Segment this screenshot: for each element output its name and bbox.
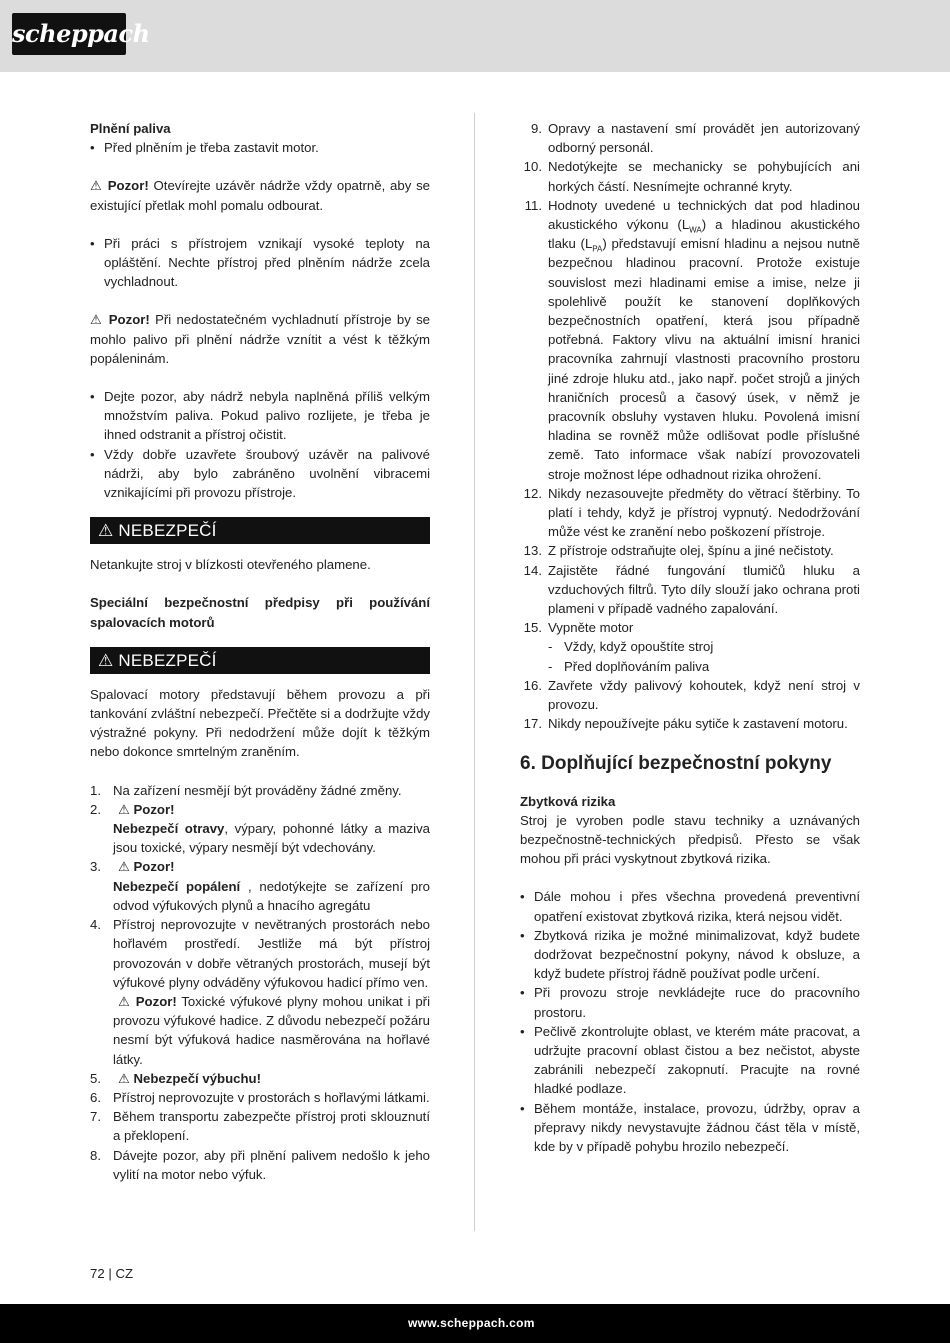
item-text: Přístroj neprovozujte v prostorách s hořlavými látkami. <box>113 1089 430 1105</box>
item-number: 7. <box>90 1109 101 1125</box>
item-body: ) a hladinou akustického tlaku (L <box>548 217 860 252</box>
special-heading: Speciální bezpečnostní předpisy při používání spalovacích motorů <box>90 595 430 630</box>
list-item <box>90 857 430 915</box>
item-body: Přístroj neprovozujte v nevětraných prostorách nebo hořlavém prostředí. Jestliže má být přístroj provozován v dobře větraných prostorách, musejí být výfukové plyny odváděny výfukovou hadicí přímo ven. <box>113 917 430 990</box>
item-text: Dávejte pozor, aby při plnění palivem nedošlo k jeho vylití na motor nebo výfuk. <box>113 1147 430 1182</box>
item-text: Nikdy nezasouvejte předměty do větrací štěrbiny. To platí i tehdy, když je přístroj vypnutý. Nedodržování může vést ke zranění nebo poškození přístroje. <box>548 485 860 540</box>
sub-item-text: Vždy, když opouštíte stroj <box>564 639 714 655</box>
item-bold: Nebezpečí otravy <box>113 821 225 837</box>
warning-label: ⚠ Pozor! <box>118 859 175 875</box>
warning-text: Při nedostatečném vychladnutí přístroje by se mohlo palivo při plnění nádrže vznítit a vést k těžkým popáleninám. <box>90 312 430 366</box>
warning-label: ⚠ Pozor! <box>118 993 177 1009</box>
brand-logo: scheppach <box>12 13 126 55</box>
item-number: 3. <box>90 859 101 875</box>
right-column <box>520 119 860 1156</box>
page-separator: | <box>108 1266 112 1281</box>
warning-icon: ⚠ <box>98 521 114 541</box>
item-text <box>113 800 430 858</box>
list-item <box>90 800 430 858</box>
warning-label: Pozor! <box>107 178 149 194</box>
item-number: 11. <box>524 197 542 213</box>
subscript: WA <box>689 225 702 235</box>
danger-banner-label: NEBEZPEČÍ <box>118 650 217 670</box>
list-item <box>520 484 860 542</box>
left-column <box>90 119 430 1184</box>
fuel-heading: Plnění paliva <box>90 121 171 136</box>
item-text: Nikdy nepoužívejte páku sytiče k zastavení motoru. <box>548 716 848 732</box>
list-item: • Před plněním je třeba zastavit motor. <box>90 138 430 157</box>
item-number: 6. <box>90 1089 101 1105</box>
warning-label: ⚠ Pozor! <box>118 801 175 817</box>
danger-banner <box>90 517 430 544</box>
page-number <box>90 1264 133 1283</box>
list-item: • Pečlivě zkontrolujte oblast, ve kterém máte pracovat, a udržujte pracovní oblast čistou a bez nečistot, abyste zabránili nebezpečí zakopnutí. Pracujte na rovné hladké podlaze. <box>520 1022 860 1099</box>
warning-icon: ⚠ <box>98 650 114 670</box>
item-number: 1. <box>90 782 101 798</box>
item-text <box>113 857 430 915</box>
list-item <box>90 1069 430 1088</box>
warning-label: Pozor! <box>108 312 150 328</box>
item-number: 2. <box>90 801 101 817</box>
warning-text: Otevírejte uzávěr nádrže vždy opatrně, aby se existující přetlak mohl pomalu odbourat. <box>90 178 430 213</box>
sub-dash: - <box>548 639 553 655</box>
item-body: , výpary, pohonné látky a maziva jsou toxické, výpary nesmějí být vdechovány. <box>113 821 430 856</box>
list-item <box>520 119 860 157</box>
section-title: 6. Doplňující bezpečnostní pokyny <box>520 752 832 774</box>
item-number: 12. <box>523 485 542 501</box>
item-text: ⚠ Nebezpečí výbuchu! <box>118 1070 261 1086</box>
item-text: Opravy a nastavení smí provádět jen autorizovaný odborný personál. <box>548 121 860 156</box>
item-number: 9. <box>531 121 542 136</box>
item-text: Během transportu zabezpečte přístroj proti sklouznutí a překlopení. <box>113 1109 430 1144</box>
list-item <box>90 1146 430 1184</box>
list-item <box>520 561 860 619</box>
warning-icon: ⚠ <box>90 312 104 328</box>
sub-item-text: Před doplňováním paliva <box>564 658 710 674</box>
item-text: Z přístroje odstraňujte olej, špínu a jiné nečistoty. <box>548 543 834 559</box>
item-bold: Nebezpečí popálení <box>113 878 241 894</box>
column-divider <box>474 113 475 1231</box>
sub-dash: - <box>548 658 553 674</box>
list-item: • Dejte pozor, aby nádrž nebyla naplněná příliš velkým množstvím paliva. Pokud palivo rozlijete, je třeba je ihned odstranit a přístroj očistit. <box>90 387 430 445</box>
list-item <box>520 196 860 484</box>
residual-heading: Zbytková rizika <box>520 793 616 809</box>
item-text: Nedotýkejte se mechanicky se pohybujících ani horkých částí. Nesnímejte ochranné kryty. <box>548 159 860 194</box>
item-body: Hodnoty uvedené u technických dat pod hladinou akustického výkonu (L <box>548 197 860 233</box>
list-item <box>520 541 860 560</box>
subscript: PA <box>592 244 603 254</box>
list-item <box>90 915 430 1069</box>
page-header <box>0 0 950 72</box>
item-number: 15. <box>523 620 542 636</box>
list-item: • Zbytková rizika je možné minimalizovat, když budete dodržovat bezpečnostní pokyny, návod k obsluze, a když budete přístroj řádně používat podle určení. <box>520 926 860 984</box>
sub-item <box>548 637 860 656</box>
list-item <box>90 781 430 800</box>
list-item <box>520 676 860 714</box>
list-item: • Během montáže, instalace, provozu, údržby, oprav a přepravy nikdy nevystavujte žádnou část těla v místě, kde by v případě pohybu hrozilo nebezpečí. <box>520 1099 860 1157</box>
item-text <box>548 618 860 676</box>
language-code: CZ <box>115 1266 134 1281</box>
list-item: • Dále mohou i přes všechna provedená preventivní opatření existovat zbytková rizika, která nejsou vidět. <box>520 887 860 925</box>
warning-paragraph <box>90 310 430 368</box>
danger-banner <box>90 647 430 674</box>
danger-text: Spalovací motory představují během provozu a při tankování zvláštní nebezpečí. Přečtěte si a dodržujte vždy výstražné pokyny. Při nedodržení může dojít k těžkým nebo dokonce smrtelným zraněním. <box>90 686 430 760</box>
sub-item <box>548 657 860 676</box>
item-body: ) představují emisní hladinu a nejsou nutně bezpečnou hladinou pracovní. Protože existuje souvislost mezi hladinami emise a imise, nelze ji spolehlivě použít ke stanovení doplňkových bezpečnostních opatření, která jsou případně potřebná. Faktory vlivu na aktuální imisní hranici pracovníka zahrnují vlastnosti pracovního prostoru jiné zdroje hluku atd., jako např. počet strojů a jiných hraničních procesů a časový úsek, v němž je pracovník obsluhy vystaven hluku. Povolená imisní hladina se rovněž může odlišovat podle příslušné země. Tato informace však nabízí provozovateli stroje možnost lépe odhadnout rizika ohrožení. <box>548 236 860 482</box>
item-text: Zajistěte řádné fungování tlumičů hluku a vzduchových filtrů. Tyto díly slouží jako ochrana proti plameni v případě vadného zapalování. <box>548 562 860 617</box>
page-number-value: 72 <box>90 1266 105 1281</box>
item-body: Toxické výfukové plyny mohou unikat i při provozu výfukové hadice. Z důvodu nebezpečí požáru nesmí být výfuková hadice nasměrována na hořlavé látky. <box>113 993 430 1067</box>
item-number: 16. <box>523 677 542 693</box>
list-item <box>90 1107 430 1145</box>
item-number: 13. <box>523 543 542 559</box>
item-text <box>113 915 430 1069</box>
item-text <box>548 196 860 484</box>
list-item: • Vždy dobře uzavřete šroubový uzávěr na palivové nádrži, aby bylo zabráněno uvolnění vibracemi vznikajícími při provozu přístroje. <box>90 445 430 503</box>
warning-icon: ⚠ <box>90 178 103 194</box>
list-item <box>520 714 860 733</box>
list-item <box>90 1088 430 1107</box>
item-number: 17. <box>523 716 542 732</box>
danger-text: Netankujte stroj v blízkosti otevřeného plamene. <box>90 557 371 573</box>
item-number: 4. <box>90 917 101 933</box>
item-number: 10. <box>523 159 542 175</box>
item-text: Zavřete vždy palivový kohoutek, když není stroj v provozu. <box>548 677 860 713</box>
website-link[interactable]: www.scheppach.com <box>408 1316 535 1330</box>
danger-banner-label: NEBEZPEČÍ <box>118 521 217 541</box>
item-body: , nedotýkejte se zařízení pro odvod výfukových plynů a hnacího agregátu <box>113 878 430 913</box>
item-body: Vypněte motor <box>548 620 634 636</box>
residual-intro: Stroj je vyroben podle stavu techniky a uznávaných bezpečnostně-technických předpisů. Přesto se však mohou při práci vyskytnout zbytková rizika. <box>520 812 860 867</box>
list-item <box>520 157 860 195</box>
list-item <box>520 618 860 676</box>
item-number: 14. <box>523 562 542 578</box>
warning-paragraph <box>90 176 430 214</box>
item-number: 5. <box>90 1070 101 1086</box>
list-item: • Při provozu stroje nevkládejte ruce do pracovního prostoru. <box>520 983 860 1021</box>
item-text: Na zařízení nesmějí být prováděny žádné změny. <box>113 782 402 798</box>
item-number: 8. <box>90 1147 101 1163</box>
page-footer <box>0 1304 950 1343</box>
list-item: • Při práci s přístrojem vznikají vysoké teploty na opláštění. Nechte přístroj před plněním nádrže zcela vychladnout. <box>90 234 430 292</box>
